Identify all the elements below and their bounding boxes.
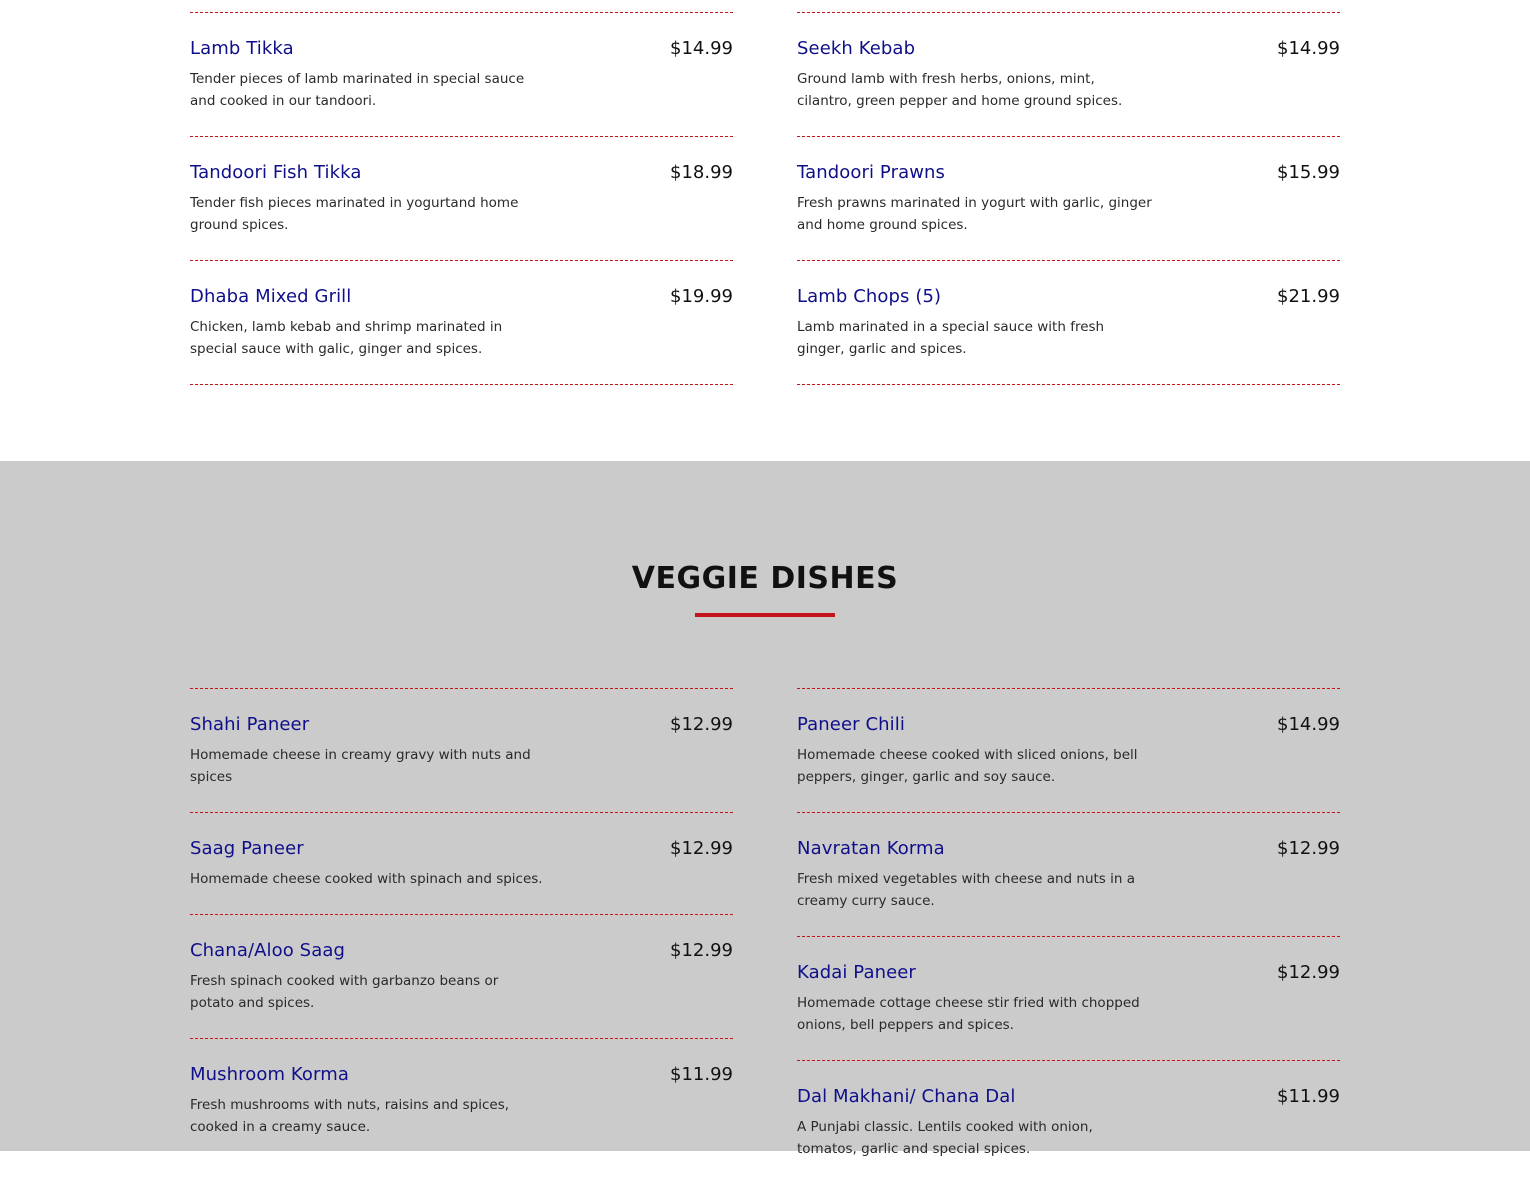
dish-price: $11.99 [670, 1064, 733, 1085]
menu-item [797, 936, 1340, 1060]
dish-price: $21.99 [1277, 286, 1340, 307]
menu-item [797, 260, 1340, 385]
menu-item [797, 1060, 1340, 1184]
dish-name: Kadai Paneer [797, 962, 916, 983]
tandoor-left-column [190, 12, 733, 385]
dish-name: Navratan Korma [797, 838, 945, 859]
dish-price: $14.99 [1277, 38, 1340, 59]
dish-price: $12.99 [670, 940, 733, 961]
dish-name: Tandoori Fish Tikka [190, 162, 362, 183]
dish-name: Mushroom Korma [190, 1064, 349, 1085]
dish-description: Tender pieces of lamb marinated in special sauce and cooked in our tandoori. [190, 71, 525, 109]
dish-price: $19.99 [670, 286, 733, 307]
dish-price: $14.99 [670, 38, 733, 59]
dish-description: Homemade cheese cooked with spinach and spices. [190, 871, 543, 887]
dish-price: $18.99 [670, 162, 733, 183]
menu-item [190, 688, 733, 812]
dish-description: Tender fish pieces marinated in yogurtand home ground spices. [190, 195, 519, 233]
dish-name: Dhaba Mixed Grill [190, 286, 352, 307]
dish-description: Fresh mushrooms with nuts, raisins and spices, cooked in a creamy sauce. [190, 1097, 510, 1135]
dish-description: Lamb marinated in a special sauce with fresh ginger, garlic and spices. [797, 319, 1105, 357]
dish-description: Fresh spinach cooked with garbanzo beans or potato and spices. [190, 973, 499, 1011]
dish-description: Ground lamb with fresh herbs, onions, mint, cilantro, green pepper and home ground spices. [797, 71, 1123, 109]
dish-name: Saag Paneer [190, 838, 304, 859]
dish-name: Dal Makhani/ Chana Dal [797, 1086, 1016, 1107]
menu-item [190, 914, 733, 1038]
menu-item [797, 812, 1340, 936]
menu-item [190, 812, 733, 914]
dish-price: $11.99 [1277, 1086, 1340, 1107]
dish-name: Lamb Tikka [190, 38, 294, 59]
menu-item [797, 12, 1340, 136]
dish-name: Shahi Paneer [190, 714, 310, 735]
title-underline [695, 613, 835, 617]
dish-price: $12.99 [670, 714, 733, 735]
dish-description: Fresh prawns marinated in yogurt with garlic, ginger and home ground spices. [797, 195, 1152, 233]
menu-item [190, 12, 733, 136]
tandoor-right-column [797, 12, 1340, 385]
dish-name: Chana/Aloo Saag [190, 940, 345, 961]
veggie-section [0, 461, 1530, 1157]
dish-description: Homemade cheese cooked with sliced onions, bell peppers, ginger, garlic and soy sauce. [797, 747, 1138, 785]
dish-price: $15.99 [1277, 162, 1340, 183]
dish-price: $14.99 [1277, 714, 1340, 735]
dish-description: Homemade cottage cheese stir fried with chopped onions, bell peppers and spices. [797, 995, 1140, 1033]
section-title: VEGGIE DISHES [631, 561, 899, 596]
dish-name: Seekh Kebab [797, 38, 916, 59]
menu-item [797, 688, 1340, 812]
dish-description: A Punjabi classic. Lentils cooked with onion, tomatos, garlic and special spices. [797, 1119, 1093, 1157]
dish-name: Paneer Chili [797, 714, 905, 735]
tandoor-section [0, 0, 1530, 461]
veggie-right-column [797, 688, 1340, 1184]
dish-description: Fresh mixed vegetables with cheese and nuts in a creamy curry sauce. [797, 871, 1135, 909]
dish-name: Lamb Chops (5) [797, 286, 942, 307]
dish-name: Tandoori Prawns [797, 162, 946, 183]
dish-price: $12.99 [1277, 838, 1340, 859]
menu-item [190, 136, 733, 260]
veggie-left-column [190, 688, 733, 1162]
dish-price: $12.99 [1277, 962, 1340, 983]
dish-description: Chicken, lamb kebab and shrimp marinated in special sauce with galic, ginger and spices. [190, 319, 503, 357]
dish-price: $12.99 [670, 838, 733, 859]
menu-item [797, 136, 1340, 260]
dish-description: Homemade cheese in creamy gravy with nuts and spices [190, 747, 531, 785]
menu-item [190, 1038, 733, 1162]
menu-item [190, 260, 733, 385]
